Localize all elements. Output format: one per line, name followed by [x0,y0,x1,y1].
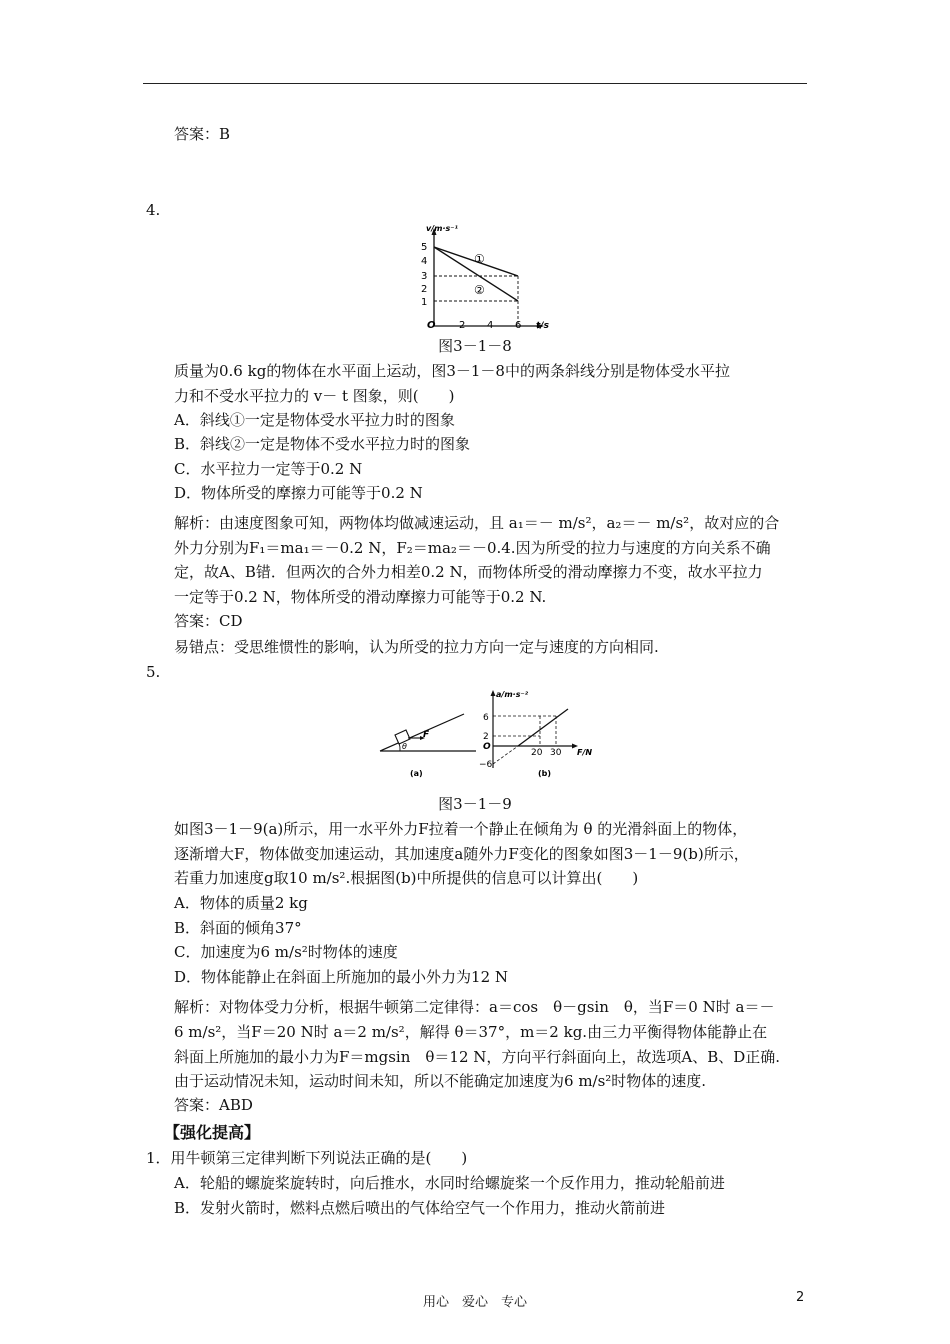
y-tick-4: 4 [421,256,428,267]
figure-3-1-8-vt-graph [420,222,560,334]
q1-stem: 1．用牛顿第三定律判断下列说法正确的是( ) [146,1149,468,1167]
y-tick-5: 5 [421,242,428,253]
subfigure-a-label: (a) [410,769,423,778]
q5-option-a: A．物体的质量2 kg [174,894,308,912]
q5-analysis-line-4: 由于运动情况未知，运动时间未知，所以不能确定加速度为6 m/s²时物体的速度. [174,1072,707,1090]
x-axis-label: t/s [536,321,549,331]
b-y-axis-arrow [491,690,496,696]
line-2-label: ② [474,283,485,297]
y-axis-label: v/m·s⁻¹ [426,224,458,233]
q4-analysis-line-2: 外力分别为F₁＝ma₁＝－0.2 N，F₂＝ma₂＝－0.4.因为所受的拉力与速度的方向关系不确 [174,539,771,557]
page-number: 2 [796,1290,805,1305]
q4-pitfall: 易错点：受思维惯性的影响，认为所受的拉力方向一定与速度的方向相同. [174,638,659,656]
b-data-line [518,709,568,746]
q5-analysis-line-2: 6 m/s²，当F＝20 N时 a＝2 m/s²，解得 θ＝37°，m＝2 kg.由三力平衡得物体能静止在 [174,1023,768,1041]
force-label: F [423,730,430,740]
subfigure-b-label: (b) [538,769,552,778]
q5-stem-line-1: 如图3－1－9(a)所示，用一水平外力F拉着一个静止在倾角为 θ 的光滑斜面上的物体， [174,820,748,838]
q4-option-a: A．斜线①一定是物体受水平拉力时的图象 [174,411,455,429]
q5-stem-line-2: 逐渐增大F，物体做变加速运动，其加速度a随外力F变化的图象如图3－1－9(b)所示， [174,845,749,863]
question-4-number: 4. [146,201,161,219]
q4-answer: 答案：CD [174,612,243,630]
q5-option-d: D．物体能静止在斜面上所施加的最小外力为12 N [174,968,509,986]
q4-analysis-line-1: 解析：由速度图象可知，两物体均做减速运动，且 a₁＝－ m/s²，a₂＝－ m/s²，故对应的合 [174,514,780,532]
figure-3-1-9-caption: 图3－1－9 [438,795,512,813]
figure-3-1-8-caption: 图3－1－8 [438,337,512,355]
b-origin-label: O [483,742,491,752]
question-5-number: 5. [146,663,161,681]
previous-answer: 答案：B [174,125,231,143]
line-1-label: ① [474,252,485,266]
q4-option-b: B．斜线②一定是物体不受水平拉力时的图象 [174,435,471,453]
b-y-axis-label: a/m·s⁻² [496,690,529,699]
b-x-axis-label: F/N [577,748,593,757]
b-x-tick-20: 20 [531,748,543,758]
q5-analysis-line-1: 解析：对物体受力分析，根据牛顿第二定律得：a＝cos θ－gsin θ，当F＝0 N时 a＝－ [174,998,775,1016]
incline-surface [380,714,464,751]
q4-stem-line-1: 质量为0.6 kg的物体在水平面上运动，图3－1－8中的两条斜线分别是物体受水平拉 [174,362,730,380]
b-y-tick-6: 6 [483,713,489,723]
q5-option-c: C．加速度为6 m/s²时物体的速度 [174,943,398,961]
b-y-tick-2: 2 [483,732,489,742]
q1-option-a: A．轮船的螺旋桨旋转时，向后推水，水同时给螺旋桨一个反作用力，推动轮船前进 [174,1174,725,1192]
section-heading: 【强化提高】 [164,1123,261,1142]
q4-option-d: D．物体所受的摩擦力可能等于0.2 N [174,484,423,502]
q5-analysis-line-3: 斜面上所施加的最小力为F＝mgsin θ＝12 N，方向平行斜面向上，故选项A、B、D正确. [174,1048,781,1066]
figure-3-1-9-incline-and-graph [378,684,600,784]
origin-label: O [427,320,436,331]
b-dashed-extension [493,746,518,764]
q5-stem-line-3: 若重力加速度g取10 m/s².根据图(b)中所提供的信息可以计算出( ) [174,869,639,887]
b-x-tick-30: 30 [550,748,562,758]
x-tick-4: 4 [487,320,494,331]
page-footer: 用心 爱心 专心 [422,1295,527,1310]
b-y-tick-neg6: −6 [479,760,493,770]
q5-option-b: B．斜面的倾角37° [174,919,302,937]
angle-label: θ [402,742,407,751]
q4-option-c: C．水平拉力一定等于0.2 N [174,460,363,478]
y-tick-2: 2 [421,284,428,295]
q1-option-b: B．发射火箭时，燃料点燃后喷出的气体给空气一个作用力，推动火箭前进 [174,1199,666,1217]
q4-analysis-line-3: 定，故A、B错．但两次的合外力相差0.2 N，而物体所受的滑动摩擦力不变，故水平拉力 [174,563,763,581]
y-tick-1: 1 [421,297,428,308]
x-tick-6: 6 [515,320,522,331]
q4-analysis-line-4: 一定等于0.2 N，物体所受的滑动摩擦力可能等于0.2 N. [174,588,547,606]
angle-arc [399,743,400,751]
x-tick-2: 2 [459,320,466,331]
y-tick-3: 3 [421,271,428,282]
q5-answer: 答案：ABD [174,1096,253,1114]
q4-stem-line-2: 力和不受水平拉力的 v－ t 图象，则( ) [174,387,455,405]
header-rule [143,83,807,84]
